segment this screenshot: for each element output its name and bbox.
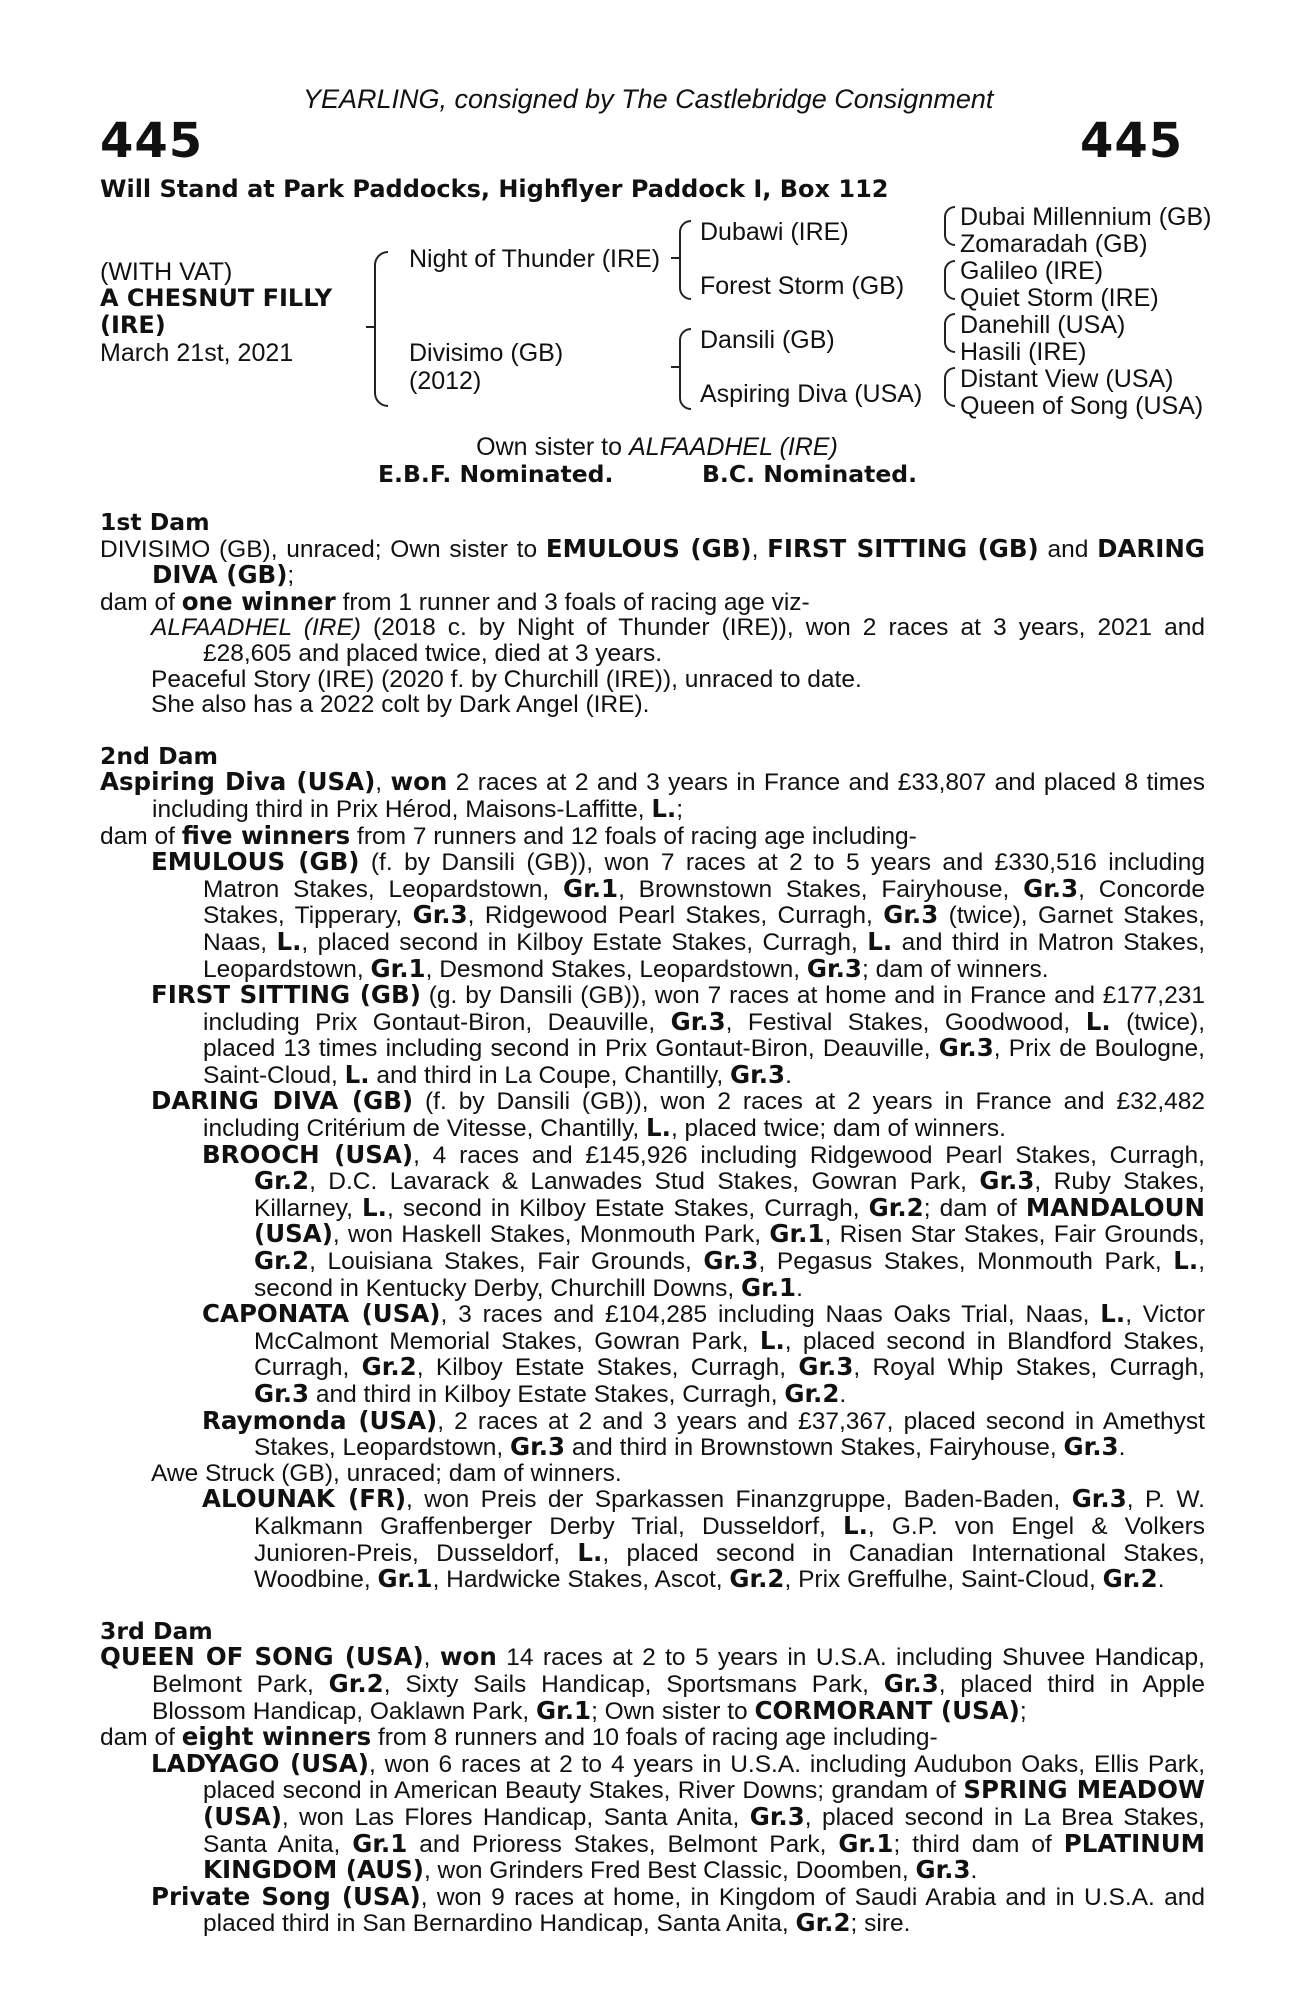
dam-name: Divisimo (GB): [409, 339, 564, 367]
great-granddam-1: Zomaradah (GB): [960, 230, 1148, 258]
lot-number-left: 445: [100, 113, 204, 169]
great-grandsire-4: Distant View (USA): [960, 365, 1174, 393]
produce-ladyago: LADYAGO (USA), won 6 races at 2 to 4 years in U.S.A. including Audubon Oaks, Ellis Park, placed second in American Beauty Stakes, River Downs; grandam of SPRING MEADOW (USA), won Las Flores Handicap, Santa Anita, Gr.3, placed second in La Brea Stakes, Santa Anita, Gr.1 and Prioress Stakes, Belmont Park, Gr.1; third dam of PLATINUM KINGDOM (AUS), won Grinders Fred Best Classic, Doomben, Gr.3.: [151, 1748, 1205, 1885]
horse-origin: (IRE): [100, 311, 166, 339]
great-grandsire-3: Danehill (USA): [960, 311, 1126, 339]
dam-foaled-year: (2012): [409, 367, 482, 395]
pedigree-brace-sire-tip: [671, 257, 681, 259]
third-dam-heading: 3rd Dam: [100, 1616, 213, 1645]
bc-nomination: B.C. Nominated.: [702, 460, 918, 488]
second-dam-heading: 2nd Dam: [100, 741, 218, 770]
produce-awe-struck: Awe Struck (GB), unraced; dam of winners.: [151, 1459, 622, 1487]
consignor-line: YEARLING, consigned by The Castlebridge Consignment: [303, 84, 994, 114]
pedigree-brace-g4: [944, 367, 955, 407]
first-dam-produce-summary: dam of one winner from 1 runner and 3 foals of racing age viz-: [100, 586, 810, 616]
second-dam-produce-summary: dam of five winners from 7 runners and 12 foals of racing age including-: [100, 820, 917, 850]
first-dam-summary: DIVISIMO (GB), unraced; Own sister to EMULOUS (GB), FIRST SITTING (GB) and DARING DIVA (GB);: [100, 533, 1205, 590]
date-of-birth: March 21st, 2021: [100, 339, 294, 367]
pedigree-brace-g1: [944, 206, 955, 246]
great-grandsire-2: Galileo (IRE): [960, 257, 1104, 285]
stand-location: Will Stand at Park Paddocks, Highflyer Paddock I, Box 112: [100, 175, 889, 203]
sire-sire-name: Dubawi (IRE): [700, 218, 849, 246]
pedigree-brace-main: [374, 251, 388, 407]
horse-description: A CHESNUT FILLY: [100, 284, 333, 312]
first-dam-produce-3: She also has a 2022 colt by Dark Angel (IRE).: [151, 691, 650, 719]
own-sister-note: Own sister to ALFAADHEL (IRE): [476, 433, 838, 461]
pedigree-brace-sire: [679, 220, 691, 300]
lot-number-right: 445: [1080, 113, 1184, 169]
pedigree-brace-main-tip: [366, 326, 376, 328]
sire-name: Night of Thunder (IRE): [409, 245, 661, 273]
pedigree-brace-g2: [944, 260, 955, 300]
first-dam-produce-1: ALFAADHEL (IRE) (2018 c. by Night of Thunder (IRE)), won 2 races at 3 years, 2021 and £28,605 and placed twice, died at 3 years.: [151, 614, 1205, 667]
produce-caponata: CAPONATA (USA), 3 races and £104,285 including Naas Oaks Trial, Naas, L., Victor McCalmont Memorial Stakes, Gowran Park, L., placed second in Blandford Stakes, Curragh, Gr.2, Kilboy Estate Stakes, Curragh, Gr.3, Royal Whip Stakes, Curragh, Gr.3 and third in Kilboy Estate Stakes, Curragh, Gr.2.: [202, 1299, 1205, 1408]
pedigree-brace-dam-tip: [671, 366, 681, 368]
dam-sire-name: Dansili (GB): [700, 326, 835, 354]
catalogue-body: [100, 510, 1205, 1937]
sire-dam-name: Forest Storm (GB): [700, 272, 905, 300]
third-dam-produce-summary: dam of eight winners from 8 runners and 10 foals of racing age including-: [100, 1722, 938, 1752]
produce-daring-diva: DARING DIVA (GB) (f. by Dansili (GB)), won 2 races at 2 years in France and £32,482 including Critérium de Vitesse, Chantilly, L., placed twice; dam of winners.: [151, 1086, 1206, 1143]
first-dam-produce-2: Peaceful Story (IRE) (2020 f. by Churchill (IRE)), unraced to date.: [151, 665, 862, 693]
great-grandsire-1: Dubai Millennium (GB): [960, 203, 1212, 231]
pedigree-brace-g3: [944, 313, 955, 353]
produce-private-song: Private Song (USA), won 9 races at home, in Kingdom of Saudi Arabia and in U.S.A. and placed third in San Bernardino Handicap, Santa Anita, Gr.2; sire.: [151, 1881, 1205, 1938]
great-granddam-4: Queen of Song (USA): [960, 392, 1204, 420]
produce-emulous: EMULOUS (GB) (f. by Dansili (GB)), won 7 races at 2 to 5 years and £330,516 including Matron Stakes, Leopardstown, Gr.1, Brownstown Stakes, Fairyhouse, Gr.3, Concorde Stakes, Tipperary, Gr.3, Ridgewood Pearl Stakes, Curragh, Gr.3 (twice), Garnet Stakes, Naas, L., placed second in Kilboy Estate Stakes, Curragh, L. and third in Matron Stakes, Leopardstown, Gr.1, Desmond Stakes, Leopardstown, Gr.3; dam of winners.: [151, 847, 1205, 983]
dam-dam-name: Aspiring Diva (USA): [700, 380, 923, 408]
produce-raymonda: Raymonda (USA), 2 races at 2 and 3 years and £37,367, placed second in Amethyst Stakes, Leopardstown, Gr.3 and third in Brownstown Stakes, Fairyhouse, Gr.3.: [202, 1405, 1205, 1462]
first-dam-heading: 1st Dam: [100, 508, 210, 536]
pedigree-brace-dam: [679, 328, 691, 410]
produce-brooch: BROOCH (USA), 4 races and £145,926 including Ridgewood Pearl Stakes, Curragh, Gr.2, D.C. Lavarack & Lanwades Stud Stakes, Gowran Park, Gr.3, Ruby Stakes, Killarney, L., second in Kilboy Estate Stakes, Curragh, Gr.2; dam of MANDALOUN (USA), won Haskell Stakes, Monmouth Park, Gr.1, Risen Star Stakes, Fair Grounds, Gr.2, Louisiana Stakes, Fair Grounds, Gr.3, Pegasus Stakes, Monmouth Park, L., second in Kentucky Derby, Churchill Downs, Gr.1.: [202, 1139, 1205, 1302]
produce-first-sitting: FIRST SITTING (GB) (g. by Dansili (GB)), won 7 races at home and in France and £177,231 including Prix Gontaut-Biron, Deauville, Gr.3, Festival Stakes, Goodwood, L. (twice), placed 13 times including second in Prix Gontaut-Biron, Deauville, Gr.3, Prix de Boulogne, Saint-Cloud, L. and third in La Coupe, Chantilly, Gr.3.: [151, 980, 1206, 1089]
great-granddam-2: Quiet Storm (IRE): [960, 284, 1159, 312]
ebf-nomination: E.B.F. Nominated.: [378, 460, 614, 488]
produce-alounak: ALOUNAK (FR), won Preis der Sparkassen Finanzgruppe, Baden-Baden, Gr.3, P. W. Kalkmann Graffenberger Derby Trial, Dusseldorf, L., G.P. von Engel & Volkers Junioren-Preis, Dusseldorf, L., placed second in Canadian International Stakes, Woodbine, Gr.1, Hardwicke Stakes, Ascot, Gr.2, Prix Greffulhe, Saint-Cloud, Gr.2.: [202, 1484, 1206, 1594]
second-dam-summary: Aspiring Diva (USA), won 2 races at 2 and 3 years in France and £33,807 and placed 8 times including third in Prix Hérod, Maisons-Laffitte, L.;: [100, 767, 1205, 823]
great-granddam-3: Hasili (IRE): [960, 338, 1087, 366]
third-dam-summary: QUEEN OF SONG (USA), won 14 races at 2 to 5 years in U.S.A. including Shuvee Handicap, Belmont Park, Gr.2, Sixty Sails Handicap, Sportsmans Park, Gr.3, placed third in Apple Blossom Handicap, Oaklawn Park, Gr.1; Own sister to CORMORANT (USA);: [100, 1642, 1205, 1725]
vat-note: (WITH VAT): [100, 258, 233, 286]
